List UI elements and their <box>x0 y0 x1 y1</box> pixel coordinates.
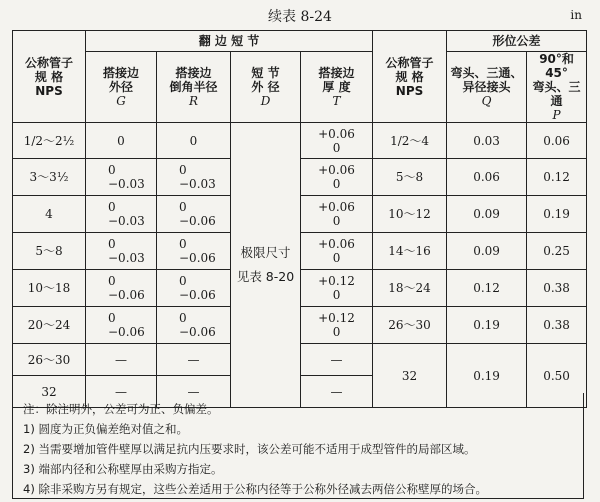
q-cell: 0.12 <box>447 270 527 307</box>
p-cell: 0.25 <box>527 233 587 270</box>
q-cell: 0.06 <box>447 159 527 196</box>
r-cell: — <box>157 344 231 376</box>
r-cell: 0 −0.06 <box>157 233 231 270</box>
header-t: 搭接边 厚 度 T <box>301 52 373 123</box>
g-cell: 0 <box>86 123 157 159</box>
q-cell: 0.19 <box>447 307 527 344</box>
t-cell: +0.06 0 <box>301 233 373 270</box>
g-cell: 0 −0.06 <box>86 307 157 344</box>
nps-cell: 10～18 <box>13 270 86 307</box>
note-line: 3) 端部内径和公称壁厚由采购方指定。 <box>23 462 223 476</box>
notes-block <box>12 393 584 499</box>
r-cell: 0 −0.06 <box>157 196 231 233</box>
table-caption: 续表 8-24 <box>268 9 332 25</box>
header-r: 搭接边 倒角半径 R <box>157 52 231 123</box>
note-line: 2) 当需要增加管件壁厚以满足抗内压要求时，该公差可能不适用于成型管件的局部区域。 <box>23 442 476 456</box>
t-cell: +0.06 0 <box>301 123 373 159</box>
nps-right-cell: 18～24 <box>373 270 447 307</box>
header-nps-left: 公称管子 规 格 NPS <box>13 31 86 123</box>
g-cell: — <box>86 344 157 376</box>
t-cell: +0.12 0 <box>301 270 373 307</box>
note-line: 注：除注明外，公差可为正、负偏差。 <box>23 402 219 416</box>
g-cell: 0 −0.03 <box>86 159 157 196</box>
nps-right-cell: 26～30 <box>373 307 447 344</box>
p-cell: 0.50 <box>527 344 587 408</box>
nps-right-cell: 1/2～4 <box>373 123 447 159</box>
nps-cell: 26～30 <box>13 344 86 376</box>
g-cell: 0 −0.03 <box>86 233 157 270</box>
g-cell: 0 −0.06 <box>86 270 157 307</box>
note-line: 1) 圆度为正负偏差绝对值之和。 <box>23 422 188 436</box>
header-d: 短 节 外 径 D <box>231 52 301 123</box>
p-cell: 0.12 <box>527 159 587 196</box>
d-merged-cell: 极限尺寸 见表 8-20 <box>231 123 301 408</box>
t-cell: — <box>301 376 373 408</box>
note-line: 4) 除非采购方另有规定，这些公差适用于公称内径等于公称外径减去两倍公称壁厚的场合。 <box>23 482 487 496</box>
nps-cell: 1/2～2½ <box>13 123 86 159</box>
r-cell: 0 −0.06 <box>157 307 231 344</box>
nps-right-cell: 32 <box>373 344 447 408</box>
r-cell: 0 −0.03 <box>157 159 231 196</box>
g-cell: 0 −0.03 <box>86 196 157 233</box>
nps-cell: 4 <box>13 196 86 233</box>
t-cell: — <box>301 344 373 376</box>
nps-cell: 5～8 <box>13 233 86 270</box>
r-cell: — <box>157 376 231 408</box>
header-g: 搭接边 外径 G <box>86 52 157 123</box>
p-cell: 0.38 <box>527 307 587 344</box>
r-cell: 0 <box>157 123 231 159</box>
unit-label: in <box>570 8 582 22</box>
t-cell: +0.12 0 <box>301 307 373 344</box>
g-cell: — <box>86 376 157 408</box>
p-cell: 0.19 <box>527 196 587 233</box>
tolerance-table <box>12 30 587 408</box>
header-form-tolerance: 形位公差 <box>447 31 587 52</box>
q-cell: 0.09 <box>447 233 527 270</box>
p-cell: 0.38 <box>527 270 587 307</box>
nps-right-cell: 14～16 <box>373 233 447 270</box>
q-cell: 0.09 <box>447 196 527 233</box>
t-cell: +0.06 0 <box>301 196 373 233</box>
nps-right-cell: 10～12 <box>373 196 447 233</box>
nps-right-cell: 5～8 <box>373 159 447 196</box>
nps-cell: 3～3½ <box>13 159 86 196</box>
nps-cell: 20～24 <box>13 307 86 344</box>
p-cell: 0.06 <box>527 123 587 159</box>
header-nps-right: 公称管子 规 格 NPS <box>373 31 447 123</box>
nps-cell: 32 <box>13 376 86 408</box>
t-cell: +0.06 0 <box>301 159 373 196</box>
header-flanged-stub: 翻 边 短 节 <box>86 31 373 52</box>
header-q: 弯头、三通、 异径接头 Q <box>447 52 527 123</box>
header-p: 90°和 45° 弯头、三通 P <box>527 52 587 123</box>
r-cell: 0 −0.06 <box>157 270 231 307</box>
q-cell: 0.03 <box>447 123 527 159</box>
q-cell: 0.19 <box>447 344 527 408</box>
